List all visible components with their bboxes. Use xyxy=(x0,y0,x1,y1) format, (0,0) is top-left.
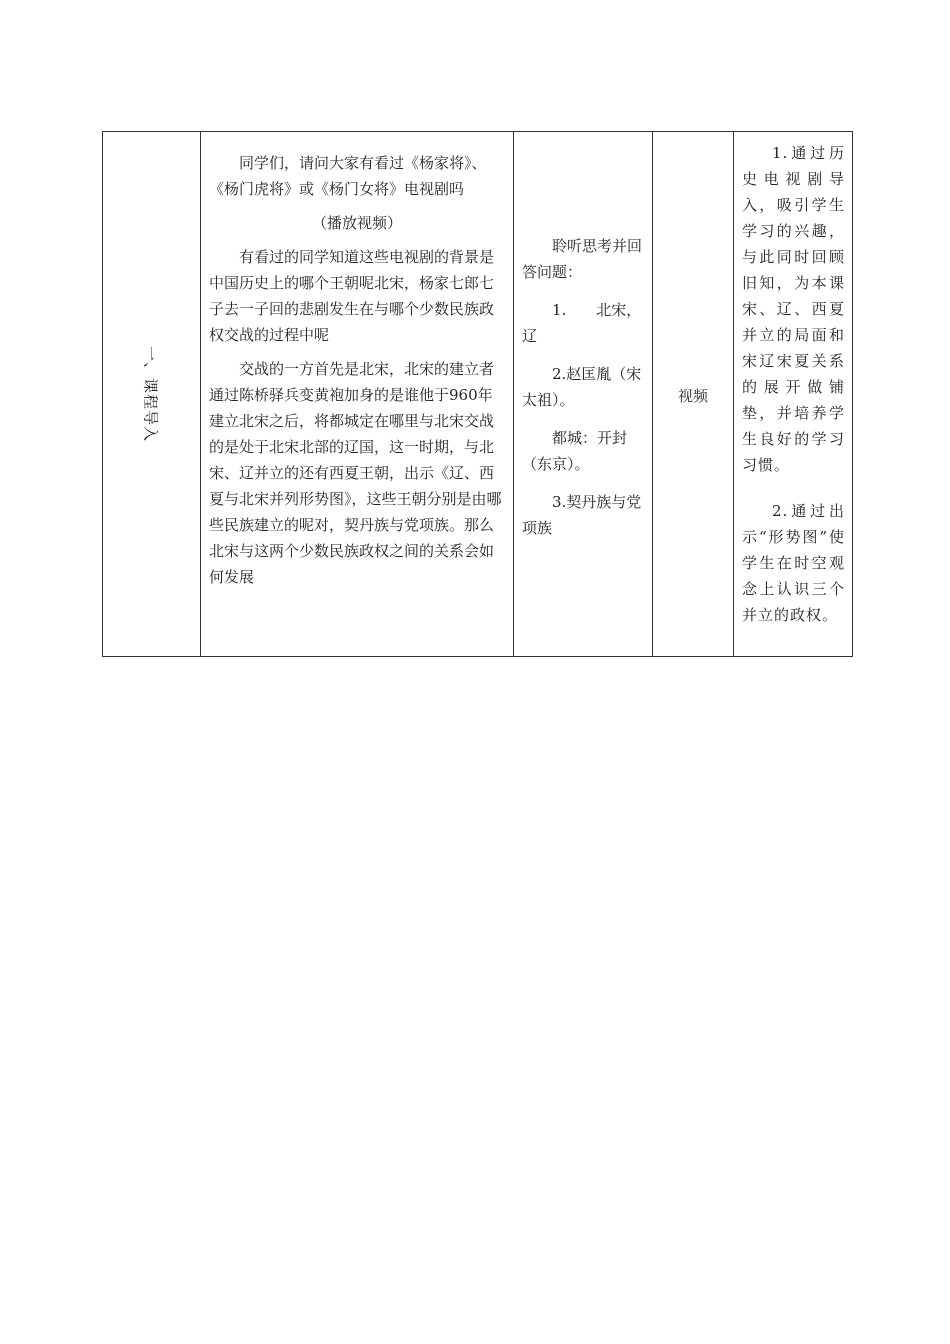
student-activity-cell xyxy=(514,132,653,657)
lesson-plan-table xyxy=(102,131,853,657)
intent-paragraph: 2.通过出示“形势图”使学生在时空观念上认识三个并立的政权。 xyxy=(742,502,845,624)
stage-title: 一、课程导入 xyxy=(141,345,160,443)
student-answer: 1. 北宋，辽 xyxy=(522,301,642,345)
teacher-question: 同学们，请问大家有看过《杨家将》、《杨门虎将》或《杨门女将》电视剧吗 xyxy=(209,154,487,198)
play-video-note: （播放视频） xyxy=(311,214,402,232)
media-cell xyxy=(653,132,734,657)
design-intent-cell xyxy=(734,132,853,657)
teacher-paragraph: 有看过的同学知道这些电视剧的背景是中国历史上的哪个王朝呢北宋，杨家七郎七子去一子回的悲剧发生在与哪个少数民族政权交战的过程中呢 xyxy=(209,248,495,344)
media-label: 视频 xyxy=(677,387,708,405)
student-intro: 聆听思考并回答问题： xyxy=(522,237,643,281)
table-row xyxy=(103,132,853,657)
teacher-paragraph: 交战的一方首先是北宋，北宋的建立者通过陈桥驿兵变黄袍加身的是谁他于960年建立北宋之后，将都城定在哪里与北宋交战的是处于北宋北部的辽国，这一时期，与北宋、辽并立的还有西夏王朝，出示《辽、西夏与北宋并列形势图》，这些王朝分别是由哪些民族建立的呢对，契丹族与党项族。那么北宋与这两个少数民族政权之间的关系会如何发展 xyxy=(209,360,502,586)
student-answer: 2.赵匡胤（宋太祖）。 xyxy=(522,365,642,409)
student-answer: 3.契丹族与党项族 xyxy=(522,493,642,537)
teacher-activity-cell xyxy=(201,132,514,657)
stage-cell xyxy=(103,132,201,657)
intent-paragraph: 1.通过历史电视剧导入，吸引学生学习的兴趣，与此同时回顾旧知，为本课宋、辽、西夏并立的局面和宋辽宋夏关系的展开做铺垫，并培养学生良好的学习习惯。 xyxy=(742,144,845,474)
student-answer: 都城：开封（东京）。 xyxy=(522,429,628,473)
